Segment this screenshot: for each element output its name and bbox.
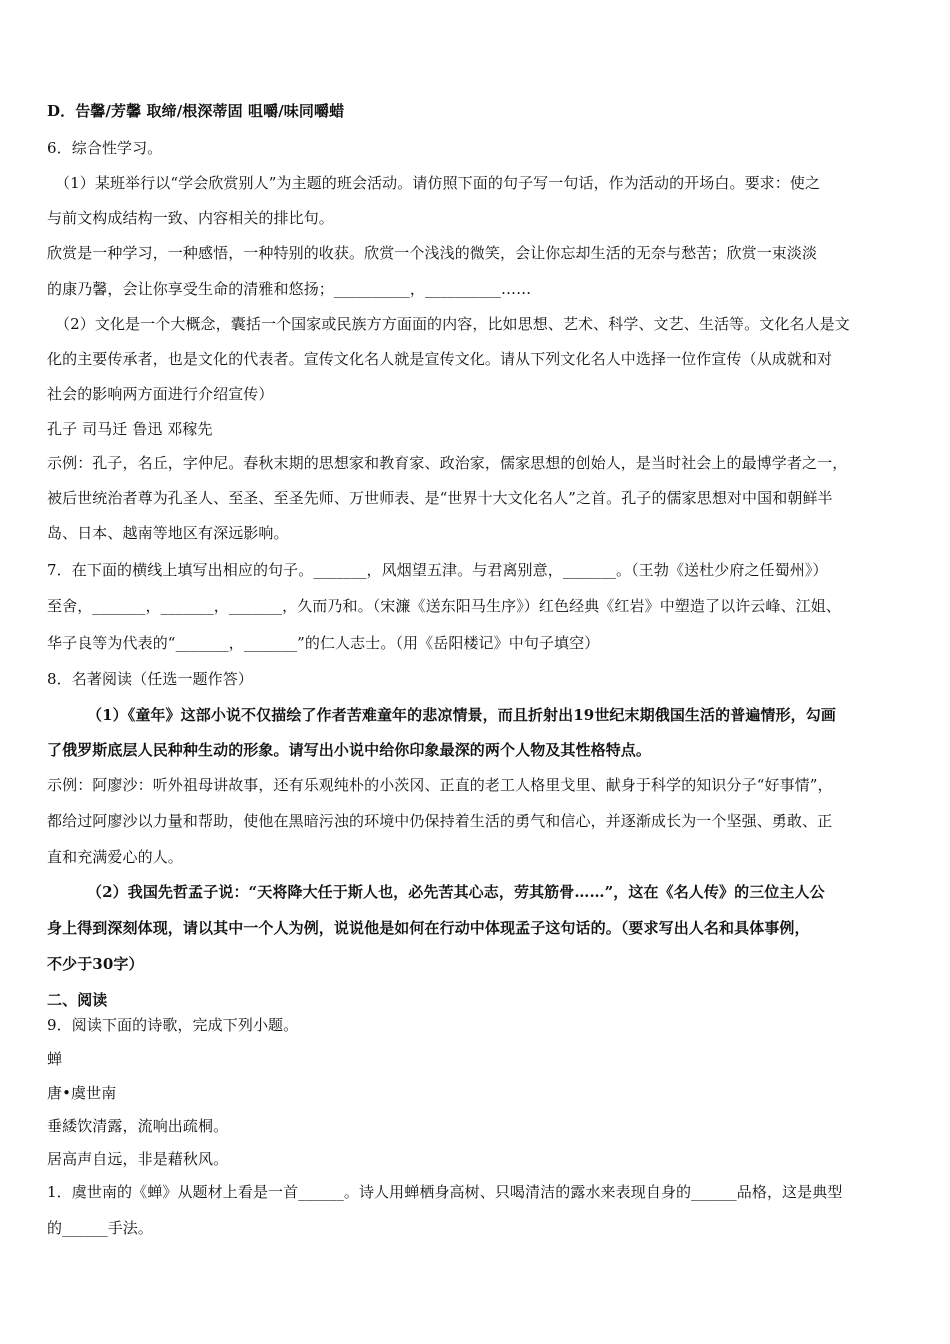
section-reading-title: 二、阅读 — [47, 991, 108, 1009]
question-6-1-prompt: （1）某班举行以“学会欣赏别人”为主题的班会活动。请仿照下面的句子写一句话，作为活动的开场白。要求：使之 — [55, 174, 821, 192]
question-8-1-prompt: （1）《童年》这部小说不仅描绘了作者苦难童年的悲凉情景，而且折射出19世纪末期俄国生活的普遍情形，勾画 — [87, 706, 836, 724]
question-6-heading: 6．综合性学习。 — [47, 139, 163, 157]
question-8-heading: 8．名著阅读（任选一题作答） — [47, 670, 253, 688]
poem-author: 唐•虞世南 — [47, 1084, 117, 1102]
question-7-line-3: 华子良等为代表的“_______，_______”的仁人志士。（用《岳阳楼记》中句子填空） — [47, 634, 600, 652]
question-6-2-prompt-end: 社会的影响两方面进行介绍宣传） — [47, 385, 274, 403]
subquestion-1-line-2: 的______手法。 — [47, 1219, 154, 1237]
poem-line-1: 垂緌饮清露，流响出疏桐。 — [47, 1117, 229, 1135]
question-9-heading: 9．阅读下面的诗歌，完成下列小题。 — [47, 1016, 299, 1034]
question-8-2-prompt: （2）我国先哲孟子说：“天将降大任于斯人也，必先苦其心志，劳其筋骨……”，这在《名人传》的三位主人公 — [87, 883, 825, 901]
culture-figures-list: 孔子 司马迁 鲁迅 邓稼先 — [47, 420, 213, 438]
question-6-2-prompt-cont: 化的主要传承者，也是文化的代表者。宣传文化名人就是宣传文化。请从下列文化名人中选择一位作宣传（从成就和对 — [47, 350, 833, 368]
question-6-1-prompt-cont: 与前文构成结构一致、内容相关的排比句。 — [47, 209, 334, 227]
question-6-2-example-cont: 被后世统治者尊为孔圣人、至圣、至圣先师、万世师表、是“世界十大文化名人”之首。孔子的儒家思想对中国和朝鲜半 — [47, 489, 833, 507]
question-8-1-example-cont: 都给过阿廖沙以力量和帮助，使他在黑暗污浊的环境中仍保持着生活的勇气和信心，并逐渐成长为一个坚强、勇敢、正 — [47, 812, 833, 830]
poem-line-2: 居高声自远，非是藉秋风。 — [47, 1150, 229, 1168]
question-8-1-prompt-cont: 了俄罗斯底层人民种种生动的形象。请写出小说中给你印象最深的两个人物及其性格特点。 — [47, 741, 652, 759]
question-7-line-2: 至舍，_______，_______，_______，久而乃和。（宋濂《送东阳马生序》）红色经典《红岩》中塑造了以许云峰、江姐、 — [47, 597, 841, 615]
poem-title: 蝉 — [47, 1050, 63, 1068]
question-6-1-example-cont: 的康乃馨，会让你享受生命的清雅和悠扬；__________，__________…… — [47, 280, 532, 298]
question-8-1-example-end: 直和充满爱心的人。 — [47, 848, 183, 866]
question-6-1-example: 欣赏是一种学习，一种感悟，一种特别的收获。欣赏一个浅浅的微笑，会让你忘却生活的无奈与愁苦；欣赏一束淡淡 — [47, 244, 818, 262]
question-8-1-example: 示例：阿廖沙：听外祖母讲故事，还有乐观纯朴的小茨冈、正直的老工人格里戈里、献身于科学的知识分子“好事情”， — [47, 776, 833, 794]
question-7-line-1: 7．在下面的横线上填写出相应的句子。_______，风烟望五津。与君离别意，_______。（王勃《送杜少府之任蜀州》） — [47, 561, 828, 579]
question-6-2-prompt: （2）文化是一个大概念，囊括一个国家或民族方方面面的内容，比如思想、艺术、科学、文艺、生活等。文化名人是文 — [55, 315, 850, 333]
subquestion-1-line-1: 1．虞世南的《蝉》从题材上看是一首______。诗人用蝉栖身高树、只喝清洁的露水来表现自身的______品格，这是典型 — [47, 1183, 843, 1201]
question-6-2-example: 示例：孔子，名丘，字仲尼。春秋末期的思想家和教育家、政治家，儒家思想的创始人，是当时社会上的最博学者之一， — [47, 454, 848, 472]
question-6-2-example-end: 岛、日本、越南等地区有深远影响。 — [47, 524, 289, 542]
option-d-line: D．告馨/芳馨 取缔/根深蒂固 咀嚼/味同嚼蜡 — [47, 102, 345, 120]
question-8-2-prompt-end: 不少于30字） — [47, 955, 144, 973]
question-8-2-prompt-cont: 身上得到深刻体现，请以其中一个人为例，说说他是如何在行动中体现孟子这句话的。（要求写出人名和具体事例， — [47, 919, 810, 937]
